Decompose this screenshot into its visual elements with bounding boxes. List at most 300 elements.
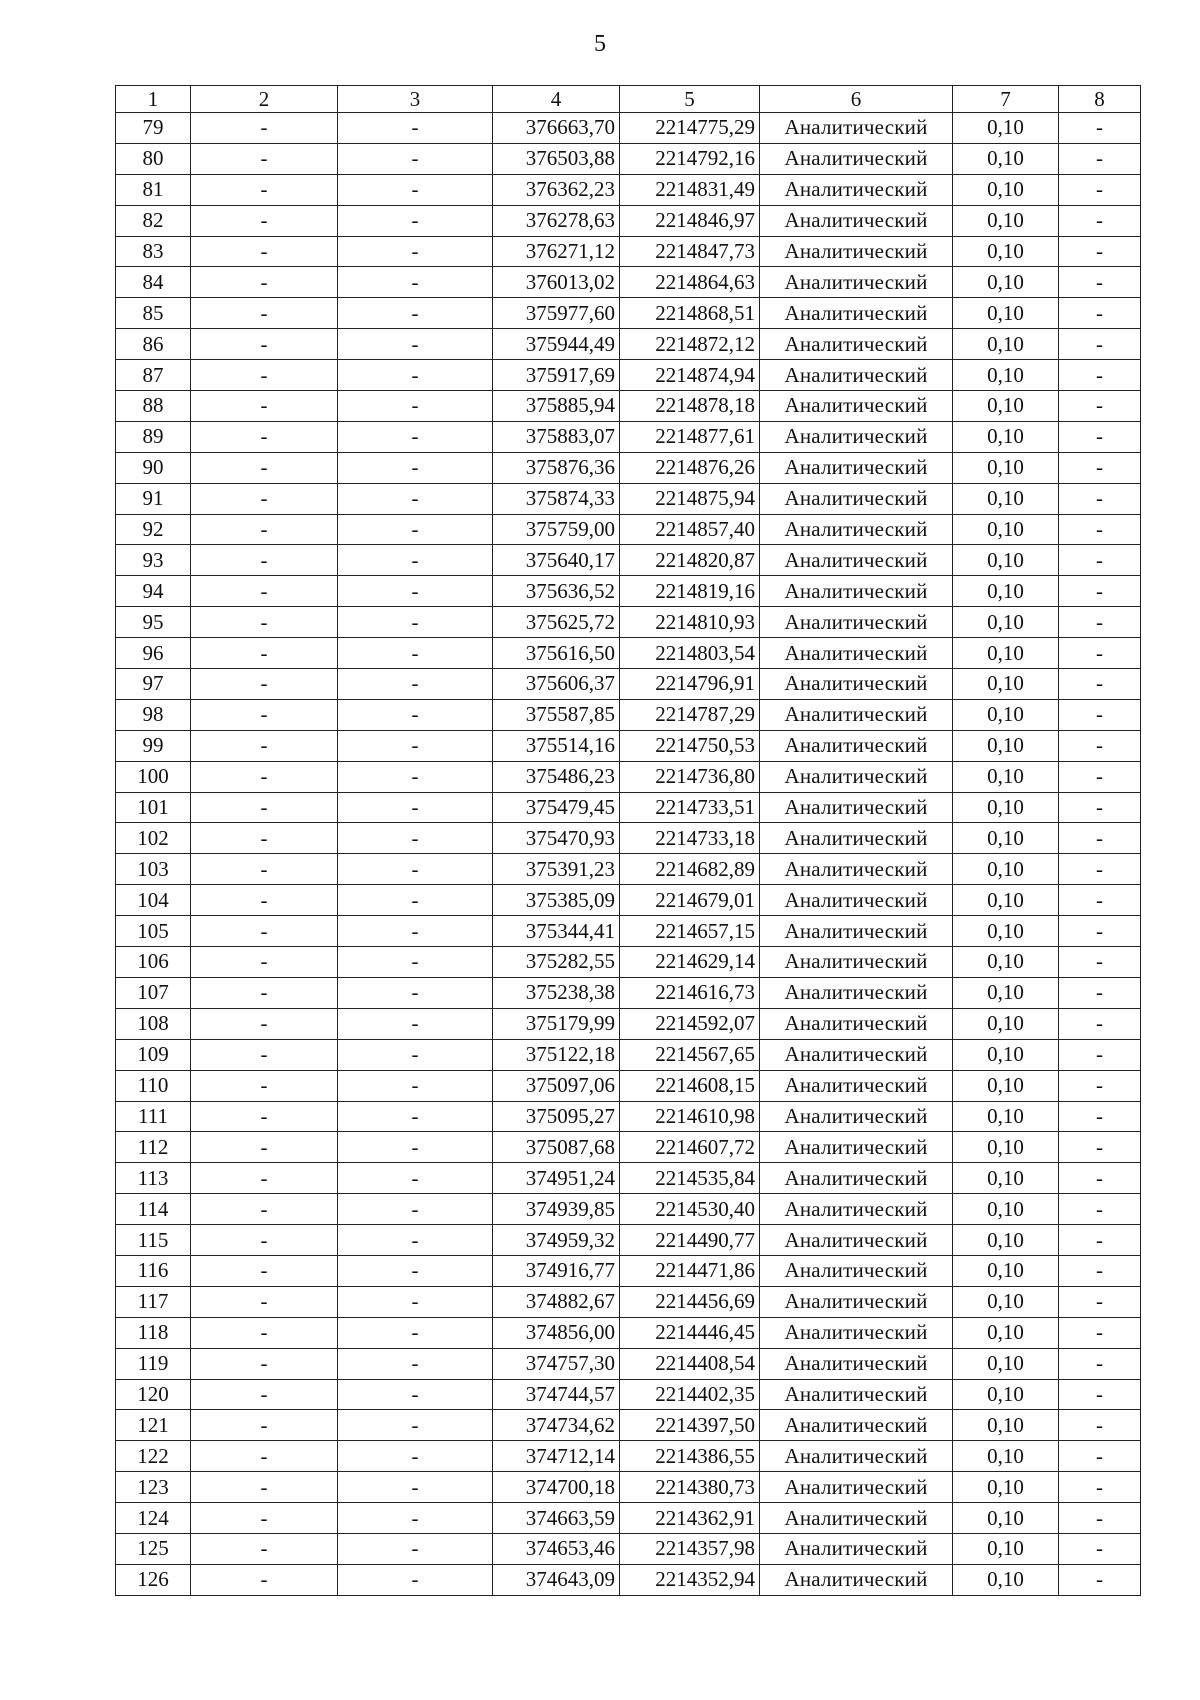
x-coordinate-cell: 375486,23	[493, 761, 620, 792]
y-coordinate-cell: 2214874,94	[620, 360, 760, 391]
col8-cell: -	[1059, 947, 1141, 978]
x-coordinate-cell: 375097,06	[493, 1070, 620, 1101]
col8-cell: -	[1059, 823, 1141, 854]
accuracy-cell: 0,10	[953, 1070, 1059, 1101]
y-coordinate-cell: 2214750,53	[620, 730, 760, 761]
accuracy-cell: 0,10	[953, 1101, 1059, 1132]
method-cell: Аналитический	[760, 1379, 953, 1410]
col2-cell: -	[191, 1070, 338, 1101]
col2-cell: -	[191, 1348, 338, 1379]
x-coordinate-cell: 376278,63	[493, 205, 620, 236]
point-number-cell: 105	[116, 916, 191, 947]
x-coordinate-cell: 375587,85	[493, 699, 620, 730]
column-header: 5	[620, 86, 760, 113]
col8-cell: -	[1059, 1564, 1141, 1595]
x-coordinate-cell: 374653,46	[493, 1533, 620, 1564]
point-number-cell: 79	[116, 113, 191, 144]
col3-cell: -	[338, 174, 493, 205]
accuracy-cell: 0,10	[953, 483, 1059, 514]
col2-cell: -	[191, 823, 338, 854]
accuracy-cell: 0,10	[953, 638, 1059, 669]
y-coordinate-cell: 2214629,14	[620, 947, 760, 978]
y-coordinate-cell: 2214857,40	[620, 514, 760, 545]
y-coordinate-cell: 2214380,73	[620, 1472, 760, 1503]
method-cell: Аналитический	[760, 174, 953, 205]
accuracy-cell: 0,10	[953, 267, 1059, 298]
col8-cell: -	[1059, 638, 1141, 669]
col3-cell: -	[338, 1533, 493, 1564]
x-coordinate-cell: 374916,77	[493, 1255, 620, 1286]
col2-cell: -	[191, 1225, 338, 1256]
col3-cell: -	[338, 607, 493, 638]
point-number-cell: 108	[116, 1008, 191, 1039]
table-row	[116, 854, 1141, 885]
point-number-cell: 87	[116, 360, 191, 391]
col3-cell: -	[338, 916, 493, 947]
col3-cell: -	[338, 1163, 493, 1194]
x-coordinate-cell: 375917,69	[493, 360, 620, 391]
col3-cell: -	[338, 854, 493, 885]
col3-cell: -	[338, 638, 493, 669]
col2-cell: -	[191, 1255, 338, 1286]
col2-cell: -	[191, 576, 338, 607]
table-body	[116, 113, 1141, 1596]
method-cell: Аналитический	[760, 1194, 953, 1225]
col2-cell: -	[191, 1286, 338, 1317]
col8-cell: -	[1059, 607, 1141, 638]
point-number-cell: 104	[116, 885, 191, 916]
table-row	[116, 1070, 1141, 1101]
accuracy-cell: 0,10	[953, 1503, 1059, 1534]
col2-cell: -	[191, 885, 338, 916]
point-number-cell: 125	[116, 1533, 191, 1564]
col8-cell: -	[1059, 1410, 1141, 1441]
col8-cell: -	[1059, 1008, 1141, 1039]
col8-cell: -	[1059, 1503, 1141, 1534]
col3-cell: -	[338, 947, 493, 978]
col3-cell: -	[338, 885, 493, 916]
accuracy-cell: 0,10	[953, 1194, 1059, 1225]
accuracy-cell: 0,10	[953, 1472, 1059, 1503]
accuracy-cell: 0,10	[953, 545, 1059, 576]
method-cell: Аналитический	[760, 638, 953, 669]
table-row	[116, 1039, 1141, 1070]
col8-cell: -	[1059, 205, 1141, 236]
table-row	[116, 205, 1141, 236]
y-coordinate-cell: 2214736,80	[620, 761, 760, 792]
point-number-cell: 112	[116, 1132, 191, 1163]
method-cell: Аналитический	[760, 205, 953, 236]
col3-cell: -	[338, 143, 493, 174]
table-row	[116, 947, 1141, 978]
point-number-cell: 102	[116, 823, 191, 854]
col8-cell: -	[1059, 267, 1141, 298]
col2-cell: -	[191, 452, 338, 483]
method-cell: Аналитический	[760, 916, 953, 947]
point-number-cell: 110	[116, 1070, 191, 1101]
x-coordinate-cell: 375514,16	[493, 730, 620, 761]
table-row	[116, 1472, 1141, 1503]
method-cell: Аналитический	[760, 329, 953, 360]
col2-cell: -	[191, 174, 338, 205]
x-coordinate-cell: 375179,99	[493, 1008, 620, 1039]
y-coordinate-cell: 2214819,16	[620, 576, 760, 607]
point-number-cell: 91	[116, 483, 191, 514]
y-coordinate-cell: 2214607,72	[620, 1132, 760, 1163]
accuracy-cell: 0,10	[953, 329, 1059, 360]
method-cell: Аналитический	[760, 730, 953, 761]
point-number-cell: 114	[116, 1194, 191, 1225]
table-row	[116, 1410, 1141, 1441]
col2-cell: -	[191, 699, 338, 730]
method-cell: Аналитический	[760, 1039, 953, 1070]
col2-cell: -	[191, 761, 338, 792]
table-row	[116, 699, 1141, 730]
y-coordinate-cell: 2214608,15	[620, 1070, 760, 1101]
col3-cell: -	[338, 1286, 493, 1317]
x-coordinate-cell: 374700,18	[493, 1472, 620, 1503]
x-coordinate-cell: 375479,45	[493, 792, 620, 823]
col8-cell: -	[1059, 916, 1141, 947]
x-coordinate-cell: 375616,50	[493, 638, 620, 669]
method-cell: Аналитический	[760, 761, 953, 792]
y-coordinate-cell: 2214616,73	[620, 977, 760, 1008]
point-number-cell: 81	[116, 174, 191, 205]
y-coordinate-cell: 2214446,45	[620, 1317, 760, 1348]
column-header: 8	[1059, 86, 1141, 113]
col3-cell: -	[338, 1255, 493, 1286]
x-coordinate-cell: 375636,52	[493, 576, 620, 607]
y-coordinate-cell: 2214567,65	[620, 1039, 760, 1070]
method-cell: Аналитический	[760, 1410, 953, 1441]
col3-cell: -	[338, 1472, 493, 1503]
table-row	[116, 916, 1141, 947]
point-number-cell: 98	[116, 699, 191, 730]
x-coordinate-cell: 376503,88	[493, 143, 620, 174]
col8-cell: -	[1059, 452, 1141, 483]
col8-cell: -	[1059, 236, 1141, 267]
y-coordinate-cell: 2214535,84	[620, 1163, 760, 1194]
col8-cell: -	[1059, 1533, 1141, 1564]
accuracy-cell: 0,10	[953, 360, 1059, 391]
table-row	[116, 1564, 1141, 1595]
point-number-cell: 118	[116, 1317, 191, 1348]
point-number-cell: 103	[116, 854, 191, 885]
method-cell: Аналитический	[760, 977, 953, 1008]
col8-cell: -	[1059, 761, 1141, 792]
accuracy-cell: 0,10	[953, 947, 1059, 978]
method-cell: Аналитический	[760, 1225, 953, 1256]
x-coordinate-cell: 374734,62	[493, 1410, 620, 1441]
col8-cell: -	[1059, 699, 1141, 730]
y-coordinate-cell: 2214679,01	[620, 885, 760, 916]
table-row	[116, 1225, 1141, 1256]
table-row	[116, 1194, 1141, 1225]
method-cell: Аналитический	[760, 1101, 953, 1132]
method-cell: Аналитический	[760, 1008, 953, 1039]
x-coordinate-cell: 375640,17	[493, 545, 620, 576]
col8-cell: -	[1059, 1441, 1141, 1472]
column-header: 4	[493, 86, 620, 113]
col8-cell: -	[1059, 1286, 1141, 1317]
y-coordinate-cell: 2214775,29	[620, 113, 760, 144]
y-coordinate-cell: 2214352,94	[620, 1564, 760, 1595]
col3-cell: -	[338, 483, 493, 514]
x-coordinate-cell: 375876,36	[493, 452, 620, 483]
table-row	[116, 823, 1141, 854]
col3-cell: -	[338, 113, 493, 144]
point-number-cell: 94	[116, 576, 191, 607]
x-coordinate-cell: 375391,23	[493, 854, 620, 885]
method-cell: Аналитический	[760, 1564, 953, 1595]
column-header: 2	[191, 86, 338, 113]
point-number-cell: 111	[116, 1101, 191, 1132]
accuracy-cell: 0,10	[953, 1039, 1059, 1070]
x-coordinate-cell: 376271,12	[493, 236, 620, 267]
method-cell: Аналитический	[760, 545, 953, 576]
method-cell: Аналитический	[760, 792, 953, 823]
method-cell: Аналитический	[760, 1163, 953, 1194]
point-number-cell: 97	[116, 669, 191, 700]
table-row	[116, 236, 1141, 267]
col3-cell: -	[338, 1194, 493, 1225]
col2-cell: -	[191, 1533, 338, 1564]
col2-cell: -	[191, 1564, 338, 1595]
accuracy-cell: 0,10	[953, 1348, 1059, 1379]
point-number-cell: 100	[116, 761, 191, 792]
col2-cell: -	[191, 1379, 338, 1410]
col2-cell: -	[191, 391, 338, 422]
y-coordinate-cell: 2214820,87	[620, 545, 760, 576]
x-coordinate-cell: 374744,57	[493, 1379, 620, 1410]
point-number-cell: 113	[116, 1163, 191, 1194]
column-header: 7	[953, 86, 1059, 113]
col8-cell: -	[1059, 143, 1141, 174]
accuracy-cell: 0,10	[953, 730, 1059, 761]
point-number-cell: 89	[116, 421, 191, 452]
col8-cell: -	[1059, 1317, 1141, 1348]
table-row	[116, 1008, 1141, 1039]
col2-cell: -	[191, 205, 338, 236]
col8-cell: -	[1059, 421, 1141, 452]
table-row	[116, 1255, 1141, 1286]
col2-cell: -	[191, 792, 338, 823]
col8-cell: -	[1059, 730, 1141, 761]
table-row	[116, 638, 1141, 669]
col3-cell: -	[338, 267, 493, 298]
y-coordinate-cell: 2214878,18	[620, 391, 760, 422]
y-coordinate-cell: 2214810,93	[620, 607, 760, 638]
x-coordinate-cell: 375087,68	[493, 1132, 620, 1163]
col2-cell: -	[191, 514, 338, 545]
col3-cell: -	[338, 205, 493, 236]
point-number-cell: 119	[116, 1348, 191, 1379]
accuracy-cell: 0,10	[953, 1410, 1059, 1441]
table-row	[116, 514, 1141, 545]
point-number-cell: 88	[116, 391, 191, 422]
y-coordinate-cell: 2214787,29	[620, 699, 760, 730]
accuracy-cell: 0,10	[953, 607, 1059, 638]
point-number-cell: 83	[116, 236, 191, 267]
col8-cell: -	[1059, 669, 1141, 700]
y-coordinate-cell: 2214490,77	[620, 1225, 760, 1256]
accuracy-cell: 0,10	[953, 205, 1059, 236]
coordinates-table	[115, 85, 1141, 1596]
y-coordinate-cell: 2214386,55	[620, 1441, 760, 1472]
y-coordinate-cell: 2214657,15	[620, 916, 760, 947]
method-cell: Аналитический	[760, 298, 953, 329]
x-coordinate-cell: 375885,94	[493, 391, 620, 422]
x-coordinate-cell: 374856,00	[493, 1317, 620, 1348]
point-number-cell: 115	[116, 1225, 191, 1256]
accuracy-cell: 0,10	[953, 1008, 1059, 1039]
table-row	[116, 1348, 1141, 1379]
x-coordinate-cell: 375095,27	[493, 1101, 620, 1132]
col8-cell: -	[1059, 329, 1141, 360]
method-cell: Аналитический	[760, 1132, 953, 1163]
col2-cell: -	[191, 1132, 338, 1163]
column-header: 6	[760, 86, 953, 113]
y-coordinate-cell: 2214402,35	[620, 1379, 760, 1410]
method-cell: Аналитический	[760, 1503, 953, 1534]
accuracy-cell: 0,10	[953, 174, 1059, 205]
y-coordinate-cell: 2214408,54	[620, 1348, 760, 1379]
accuracy-cell: 0,10	[953, 236, 1059, 267]
col8-cell: -	[1059, 1194, 1141, 1225]
col3-cell: -	[338, 669, 493, 700]
col3-cell: -	[338, 1379, 493, 1410]
col8-cell: -	[1059, 1101, 1141, 1132]
method-cell: Аналитический	[760, 360, 953, 391]
method-cell: Аналитический	[760, 1441, 953, 1472]
table-row	[116, 143, 1141, 174]
accuracy-cell: 0,10	[953, 1163, 1059, 1194]
x-coordinate-cell: 374939,85	[493, 1194, 620, 1225]
point-number-cell: 116	[116, 1255, 191, 1286]
col2-cell: -	[191, 1317, 338, 1348]
method-cell: Аналитический	[760, 391, 953, 422]
y-coordinate-cell: 2214592,07	[620, 1008, 760, 1039]
x-coordinate-cell: 375470,93	[493, 823, 620, 854]
method-cell: Аналитический	[760, 1533, 953, 1564]
accuracy-cell: 0,10	[953, 1132, 1059, 1163]
point-number-cell: 95	[116, 607, 191, 638]
col2-cell: -	[191, 1441, 338, 1472]
table-row	[116, 1132, 1141, 1163]
y-coordinate-cell: 2214357,98	[620, 1533, 760, 1564]
point-number-cell: 96	[116, 638, 191, 669]
x-coordinate-cell: 375977,60	[493, 298, 620, 329]
point-number-cell: 101	[116, 792, 191, 823]
table-row	[116, 1163, 1141, 1194]
point-number-cell: 120	[116, 1379, 191, 1410]
col3-cell: -	[338, 1564, 493, 1595]
col2-cell: -	[191, 329, 338, 360]
accuracy-cell: 0,10	[953, 421, 1059, 452]
point-number-cell: 107	[116, 977, 191, 1008]
col8-cell: -	[1059, 1039, 1141, 1070]
col2-cell: -	[191, 236, 338, 267]
col8-cell: -	[1059, 1472, 1141, 1503]
method-cell: Аналитический	[760, 669, 953, 700]
table-row	[116, 792, 1141, 823]
x-coordinate-cell: 375874,33	[493, 483, 620, 514]
col2-cell: -	[191, 1503, 338, 1534]
x-coordinate-cell: 374951,24	[493, 1163, 620, 1194]
table-row	[116, 1441, 1141, 1472]
col2-cell: -	[191, 669, 338, 700]
x-coordinate-cell: 375344,41	[493, 916, 620, 947]
col3-cell: -	[338, 236, 493, 267]
col2-cell: -	[191, 638, 338, 669]
col3-cell: -	[338, 576, 493, 607]
y-coordinate-cell: 2214456,69	[620, 1286, 760, 1317]
point-number-cell: 126	[116, 1564, 191, 1595]
y-coordinate-cell: 2214846,97	[620, 205, 760, 236]
method-cell: Аналитический	[760, 947, 953, 978]
col3-cell: -	[338, 421, 493, 452]
method-cell: Аналитический	[760, 421, 953, 452]
col8-cell: -	[1059, 1379, 1141, 1410]
x-coordinate-cell: 374712,14	[493, 1441, 620, 1472]
accuracy-cell: 0,10	[953, 391, 1059, 422]
table-row	[116, 360, 1141, 391]
col8-cell: -	[1059, 514, 1141, 545]
x-coordinate-cell: 374959,32	[493, 1225, 620, 1256]
y-coordinate-cell: 2214868,51	[620, 298, 760, 329]
y-coordinate-cell: 2214792,16	[620, 143, 760, 174]
accuracy-cell: 0,10	[953, 298, 1059, 329]
col8-cell: -	[1059, 545, 1141, 576]
table-row	[116, 267, 1141, 298]
method-cell: Аналитический	[760, 1317, 953, 1348]
accuracy-cell: 0,10	[953, 854, 1059, 885]
accuracy-cell: 0,10	[953, 143, 1059, 174]
y-coordinate-cell: 2214864,63	[620, 267, 760, 298]
col8-cell: -	[1059, 1070, 1141, 1101]
point-number-cell: 93	[116, 545, 191, 576]
accuracy-cell: 0,10	[953, 823, 1059, 854]
accuracy-cell: 0,10	[953, 1255, 1059, 1286]
y-coordinate-cell: 2214875,94	[620, 483, 760, 514]
y-coordinate-cell: 2214530,40	[620, 1194, 760, 1225]
accuracy-cell: 0,10	[953, 1317, 1059, 1348]
method-cell: Аналитический	[760, 483, 953, 514]
col2-cell: -	[191, 267, 338, 298]
table-row	[116, 1101, 1141, 1132]
col8-cell: -	[1059, 298, 1141, 329]
table-row	[116, 977, 1141, 1008]
table-row	[116, 576, 1141, 607]
table-row	[116, 1286, 1141, 1317]
point-number-cell: 82	[116, 205, 191, 236]
col2-cell: -	[191, 854, 338, 885]
x-coordinate-cell: 375282,55	[493, 947, 620, 978]
col3-cell: -	[338, 452, 493, 483]
col8-cell: -	[1059, 885, 1141, 916]
col2-cell: -	[191, 545, 338, 576]
col8-cell: -	[1059, 977, 1141, 1008]
y-coordinate-cell: 2214847,73	[620, 236, 760, 267]
col8-cell: -	[1059, 792, 1141, 823]
accuracy-cell: 0,10	[953, 113, 1059, 144]
method-cell: Аналитический	[760, 854, 953, 885]
col3-cell: -	[338, 1039, 493, 1070]
col8-cell: -	[1059, 1255, 1141, 1286]
x-coordinate-cell: 374643,09	[493, 1564, 620, 1595]
col8-cell: -	[1059, 360, 1141, 391]
col3-cell: -	[338, 329, 493, 360]
